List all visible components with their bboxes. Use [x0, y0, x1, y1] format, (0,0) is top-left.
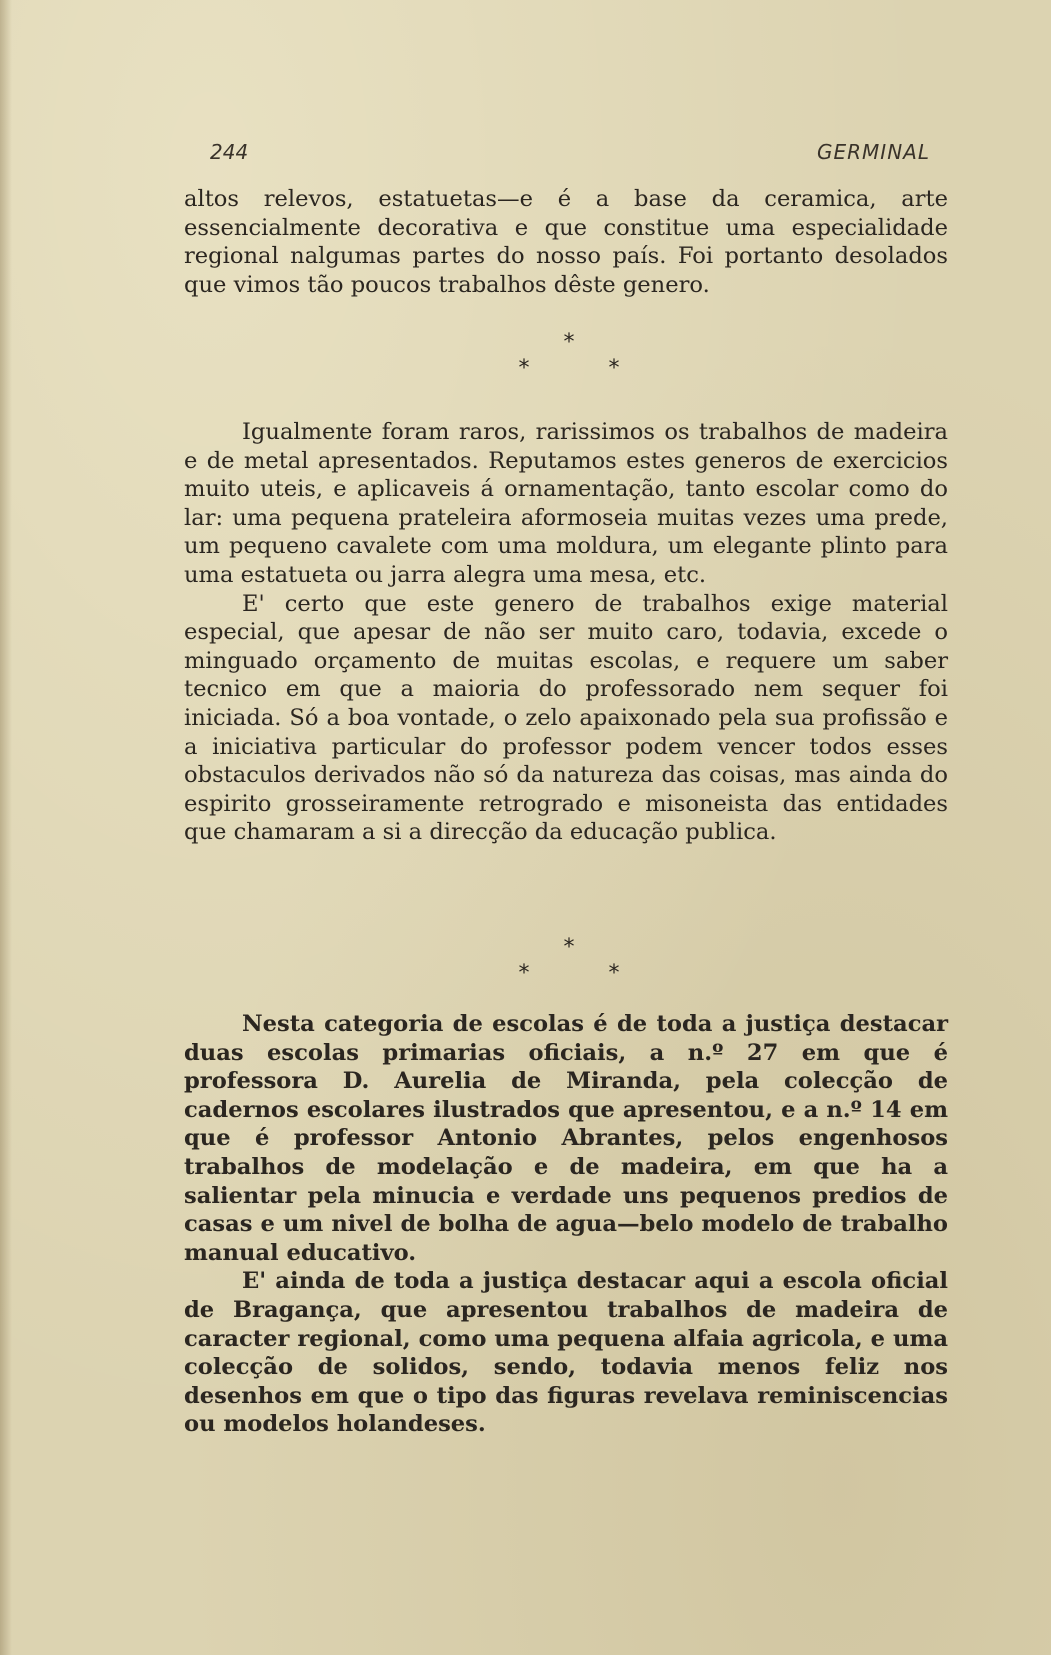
text-block-2: [184, 418, 948, 847]
separator-bottom-stars: * *: [518, 961, 656, 986]
running-header: [210, 140, 930, 170]
paragraph-4: Nesta categoria de escolas é de toda a justiça destacar duas escolas primarias oficiais, a n.º 27 em que é professora D. Aurelia de Miranda, pela colecção de cadernos escolares ilustrados que apresentou, e a n.º 14 em que é professor Antonio Abrantes, pelos engenhosos trabalhos de modelação e de madeira, em que ha a salientar pela minucia e verdade uns pequenos predios de casas e um nivel de bolha de agua—belo modelo de trabalho manual educativo.: [184, 1011, 948, 1266]
paragraph-3: E' certo que este genero de trabalhos exige material especial, que apesar de não ser muito caro, todavia, excede o minguado orçamento de muitas escolas, e requere um saber tecnico em que a maioria do professorado nem sequer foi iniciada. Só a boa vontade, o zelo apaixonado pela sua profissão e a iniciativa particular do professor podem vencer todos esses obstaculos derivados não só da natureza das coisas, mas ainda do espirito grosseiramente retrogrado e misoneista das entidades que chamaram a si a direcção da educação publica.: [184, 590, 948, 846]
paragraph-5: E' ainda de toda a justiça destacar aqui a escola oficial de Bragança, que apresentou trabalhos de madeira de caracter regional, como uma pequena alfaia agricola, e uma colecção de solidos, sendo, todavia menos feliz nos desenhos em que o tipo das figuras revelava reminiscencias ou modelos holandeses.: [184, 1268, 948, 1438]
separator-top-star: *: [563, 935, 575, 960]
page-number: 244: [210, 140, 249, 164]
text-block-1: [184, 185, 948, 299]
text-block-3: [184, 1010, 948, 1439]
paragraph-2: Igualmente foram raros, rarissimos os trabalhos de madeira e de metal apresentados. Reputamos estes generos de exercicios muito uteis, e aplicaveis á ornamentação, tanto escolar como do lar: uma pequena prateleira aformoseia muitas vezes uma prede, um pequeno cavalete com uma moldura, um elegante plinto para uma estatueta ou jarra alegra uma mesa, etc.: [184, 419, 948, 588]
page-edge-shadow: [0, 0, 12, 1655]
section-separator-1: [469, 330, 669, 381]
paragraph-1: altos relevos, estatuetas—e é a base da ceramica, arte essencialmente decorativa e que constitue uma especialidade regional nalgumas partes do nosso país. Foi portanto desolados que vimos tão poucos trabalhos dêste genero.: [184, 186, 948, 298]
separator-top-star: *: [563, 330, 575, 355]
section-separator-2: [469, 935, 669, 986]
separator-bottom-stars: * *: [518, 356, 656, 381]
running-title: GERMINAL: [817, 140, 930, 164]
